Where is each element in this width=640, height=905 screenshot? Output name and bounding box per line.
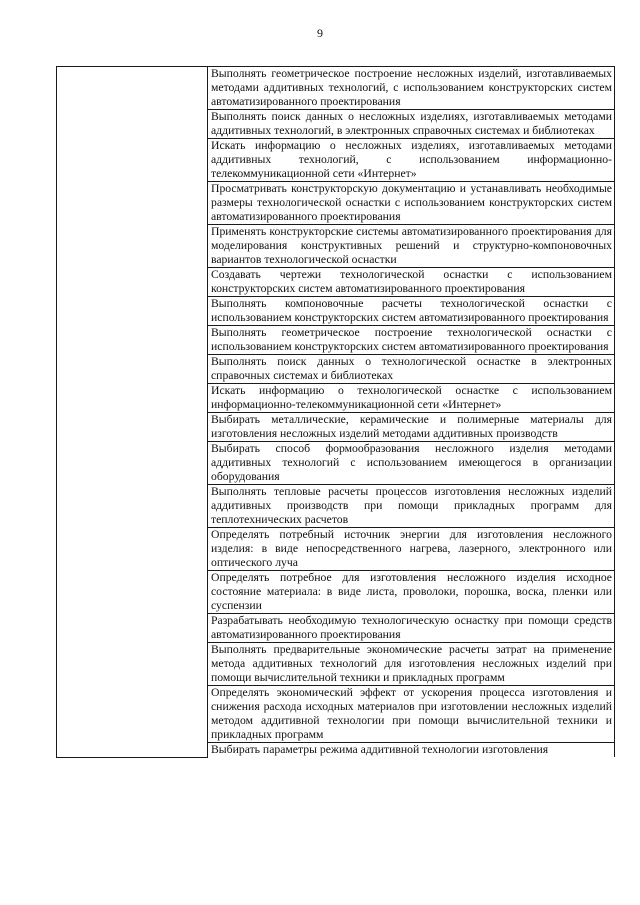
skill-cell bbox=[208, 614, 615, 643]
skill-cell bbox=[208, 355, 615, 384]
skill-text: Выбирать способ формообразования несложного изделия методами аддитивных технологий с использованием имеющегося в организации оборудования bbox=[211, 442, 612, 483]
skill-cell bbox=[208, 139, 615, 182]
skill-text: Выполнять поиск данных о несложных изделиях, изготавливаемых методами аддитивных технологий, в электронных справочных системах и библиотеках bbox=[211, 110, 612, 137]
skill-cell bbox=[208, 571, 615, 614]
skill-text: Выбирать параметры режима аддитивной технологии изготовления bbox=[211, 743, 549, 756]
skills-table-body bbox=[57, 67, 615, 758]
skill-text: Выполнять компоновочные расчеты технологической оснастки с использованием конструкторских систем автоматизированного проектирования bbox=[211, 297, 612, 324]
left-column-cell bbox=[57, 67, 208, 758]
skills-table bbox=[56, 66, 615, 758]
skill-text: Выполнять геометрическое построение технологической оснастки с использованием конструкторских систем автоматизированного проектирования bbox=[211, 326, 612, 353]
skill-cell bbox=[208, 225, 615, 268]
skill-text: Выбирать металлические, керамические и полимерные материалы для изготовления несложных изделий методами аддитивных производств bbox=[211, 413, 612, 440]
skill-text: Определять экономический эффект от ускорения процесса изготовления и снижения расхода исходных материалов при изготовлении несложных изделий методом аддитивной технологии при помощи вычислительной техники и прикладных программ bbox=[211, 686, 612, 741]
skill-text: Выполнять геометрическое построение несложных изделий, изготавливаемых методами аддитивных технологий, с использованием конструкторских систем автоматизированного проектирования bbox=[211, 67, 612, 108]
skill-text: Выполнять поиск данных о технологической оснастке в электронных справочных системах и библиотеках bbox=[211, 355, 612, 382]
skill-text: Определять потребный источник энергии для изготовления несложного изделия: в виде непосредственного нагрева, лазерного, электронного или оптического луча bbox=[211, 528, 612, 569]
skill-text: Определять потребное для изготовления несложного изделия исходное состояние материала: в виде листа, проволоки, порошка, воска, пленки или суспензии bbox=[211, 571, 612, 612]
table-row bbox=[57, 67, 615, 110]
skill-cell bbox=[208, 182, 615, 225]
skill-cell bbox=[208, 297, 615, 326]
skill-cell bbox=[208, 67, 615, 110]
skill-cell bbox=[208, 413, 615, 442]
skill-cell bbox=[208, 686, 615, 743]
page-number: 9 bbox=[317, 26, 323, 40]
skill-text: Создавать чертежи технологической оснастки с использованием конструкторских систем автоматизированного проектирования bbox=[211, 268, 612, 295]
skill-text: Разрабатывать необходимую технологическую оснастку при помощи средств автоматизированного проектирования bbox=[211, 614, 612, 641]
skill-cell bbox=[208, 528, 615, 571]
skill-cell bbox=[208, 442, 615, 485]
skill-text: Выполнять предварительные экономические расчеты затрат на применение метода аддитивных технологий для изготовления несложных изделий при помощи вычислительной техники и прикладных программ bbox=[211, 643, 612, 684]
skill-cell bbox=[208, 384, 615, 413]
skill-cell bbox=[208, 485, 615, 528]
skill-cell bbox=[208, 643, 615, 686]
skill-cell bbox=[208, 268, 615, 297]
skill-cell bbox=[208, 110, 615, 139]
skill-text: Искать информацию о технологической оснастке с использованием информационно-телекоммуникационной сети «Интернет» bbox=[211, 384, 612, 411]
skill-text: Искать информацию о несложных изделиях, изготавливаемых методами аддитивных технологий, с использованием информационно-телекоммуникационной сети «Интернет» bbox=[211, 139, 612, 180]
skill-text: Просматривать конструкторскую документацию и устанавливать необходимые размеры технологической оснастки с использованием конструкторских систем автоматизированного проектирования bbox=[211, 182, 612, 223]
skill-text: Выполнять тепловые расчеты процессов изготовления несложных изделий аддитивных производств при помощи прикладных программ для теплотехнических расчетов bbox=[211, 485, 612, 526]
skill-text: Применять конструкторские системы автоматизированного проектирования для моделирования конструктивных решений и структурно-компоновочных вариантов технологической оснастки bbox=[211, 225, 612, 266]
skill-cell bbox=[208, 326, 615, 355]
skill-cell bbox=[208, 743, 615, 758]
